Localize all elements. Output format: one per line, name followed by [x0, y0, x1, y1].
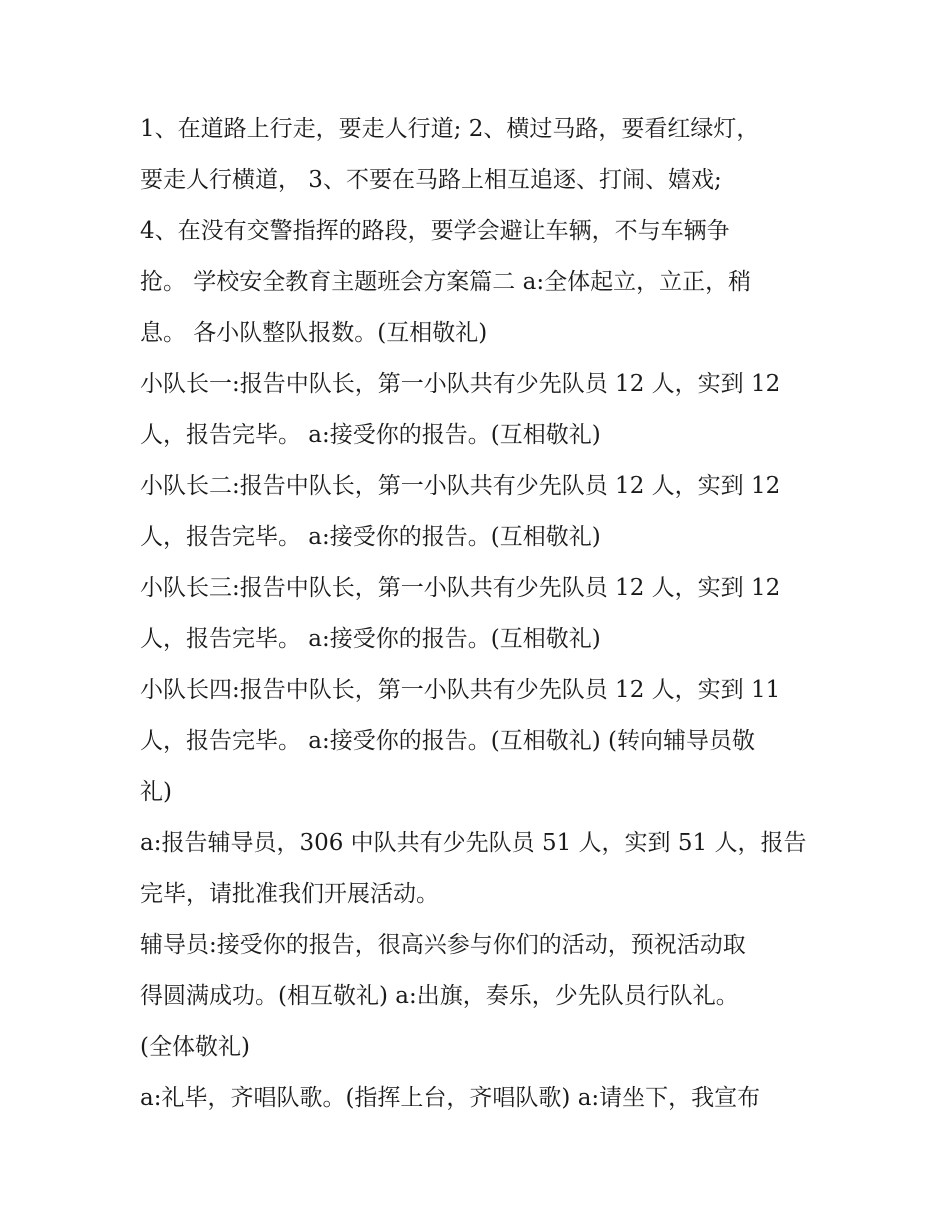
text-line: a:礼毕，齐唱队歌。(指挥上台，齐唱队歌) a:请坐下，我宣布	[140, 1085, 761, 1111]
text-line: 小队长一:报告中队长，第一小队共有少先队员 12 人，实到 12	[140, 371, 781, 397]
text-line: 4、在没有交警指挥的路段，要学会避让车辆，不与车辆争	[140, 218, 730, 244]
text-line: (全体敬礼)	[140, 1034, 250, 1060]
text-line: 1、在道路上行走，要走人行道; 2、横过马路，要看红绿灯，	[140, 116, 760, 142]
text-line: 人，报告完毕。 a:接受你的报告。(互相敬礼) (转向辅导员敬	[140, 728, 756, 754]
text-line: 小队长二:报告中队长，第一小队共有少先队员 12 人，实到 12	[140, 473, 781, 499]
text-line: 抢。 学校安全教育主题班会方案篇二 a:全体起立，立正，稍	[140, 269, 752, 295]
text-line: 完毕，请批准我们开展活动。	[140, 881, 439, 907]
text-line: 礼)	[140, 779, 172, 805]
text-line: 人，报告完毕。 a:接受你的报告。(互相敬礼)	[140, 524, 601, 550]
text-line: 得圆满成功。(相互敬礼) a:出旗，奏乐，少先队员行队礼。	[140, 983, 739, 1009]
text-line: 要走人行横道， 3、不要在马路上相互追逐、打闹、嬉戏;	[140, 167, 722, 193]
text-line: 息。 各小队整队报数。(互相敬礼)	[140, 320, 488, 346]
text-line: 小队长三:报告中队长，第一小队共有少先队员 12 人，实到 12	[140, 575, 781, 601]
text-line: 人，报告完毕。 a:接受你的报告。(互相敬礼)	[140, 422, 601, 448]
text-line: a:报告辅导员，306 中队共有少先队员 51 人，实到 51 人，报告	[140, 830, 807, 856]
text-line: 人，报告完毕。 a:接受你的报告。(互相敬礼)	[140, 626, 601, 652]
text-line: 小队长四:报告中队长，第一小队共有少先队员 12 人，实到 11	[140, 677, 781, 703]
text-line: 辅导员:接受你的报告，很高兴参与你们的活动，预祝活动取	[140, 932, 746, 958]
document-body	[140, 104, 812, 1124]
